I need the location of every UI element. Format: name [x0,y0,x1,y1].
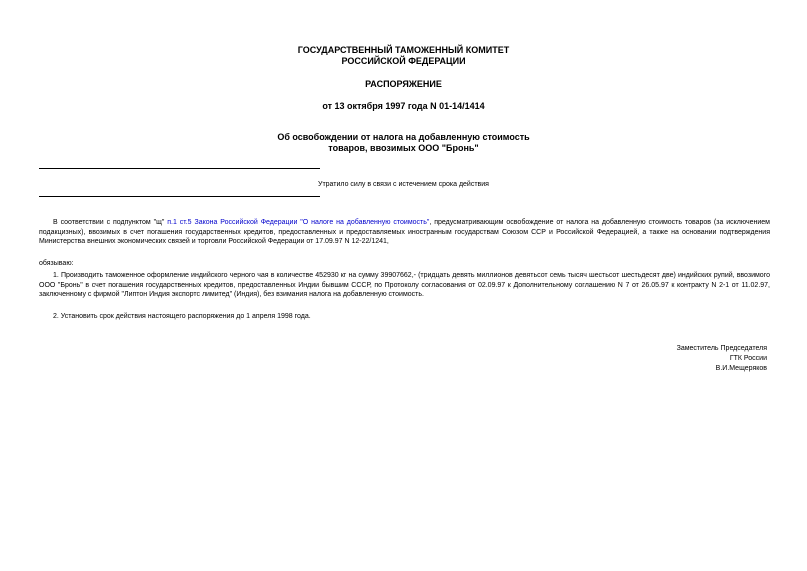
document-subject-line-2: товаров, ввозимых ООО "Бронь" [328,143,479,153]
divider-top [39,168,320,169]
signatory-organization: ГТК России [729,355,767,362]
status-note: Утратило силу в связи с истечением срока действия [318,181,489,188]
preamble-text-start: В соответствии с подпунктом "щ" [53,219,168,226]
obligation-line: обязываю: [39,260,74,267]
law-reference-link[interactable]: п.1 ст.5 Закона Российской Федерации "О налоге на добавленную стоимость" [167,219,430,226]
document-date-number: от 13 октября 1997 года N 01-14/1414 [322,101,485,111]
item-1-paragraph: 1. Производить таможенное оформление индийского черного чая в количестве 452930 кг на сумму 39907662,- (тридцать девять миллионов девятьсот семь тысяч шестьсот шестьдесят две) индийских рупий, ввозимого ООО "Бронь" в счет погашения государственных кредитов, предоставленных Индии бывшим СССР, по Протоколу согласования от 02.09.97 к Дополнительному соглашению N 7 от 26.05.97 к контракту N 2-1 от 11.02.97, заключенному с фирмой "Липтон Индия экспортс лимитед" (Индия), без взимания налога на добавленную стоимость. [39,272,770,299]
preamble-paragraph [39,218,770,247]
signatory-position: Заместитель Председателя [676,345,767,352]
preamble-text-end: , предусматривающим освобождение от налога на добавленную стоимость товаров (за исключением подакцизных), ввозимых в счет погашения государственных кредитов, предоставленных и предоставляемых иностранным государствам Союзом ССР и Российской Федерацией, а также на основании подтверждения Министерства внешних экономических связей и торговли Российской Федерации от 17.09.97 N 12-22/1241, [39,219,770,246]
issuer-line-1: ГОСУДАРСТВЕННЫЙ ТАМОЖЕННЫЙ КОМИТЕТ [297,45,510,55]
signatory-name: В.И.Мещеряков [715,365,767,372]
issuer-line-2: РОССИЙСКОЙ ФЕДЕРАЦИИ [341,56,466,66]
item-2-paragraph: 2. Установить срок действия настоящего распоряжения до 1 апреля 1998 года. [53,313,311,320]
divider-bottom [39,196,320,197]
signature-block [677,344,767,374]
document-subject-line-1: Об освобождении от налога на добавленную стоимость [277,132,530,142]
document-type: РАСПОРЯЖЕНИЕ [365,79,442,89]
